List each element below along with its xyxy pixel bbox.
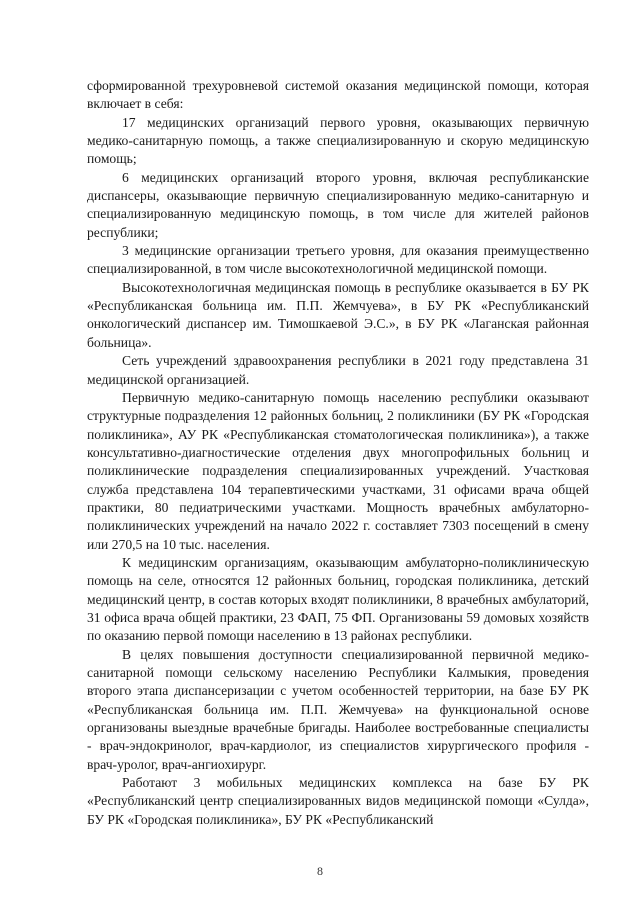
paragraph-mobile-teams: В целях повышения доступности специализированной первичной медико-санитарной помощи сельскому населению Республики Калмыкия, проведения второго этапа диспансеризации с учетом особенностей территории, на базе БУ РК «Республиканская больница им. П.П. Жемчуева» на функциональной основе организованы выездные врачебные бригады. Наиболее востребованные специалисты - врач-эндокринолог, врач-кардиолог, из специалистов хирургического профиля - врач-уролог, врач-ангиохирург.: [87, 646, 589, 772]
paragraph-third-level-organizations: 3 медицинские организации третьего уровня, для оказания преимущественно специализированной, в том числе высокотехнологичной медицинской помощи.: [87, 243, 589, 277]
paragraph-mobile-complexes: Работают 3 мобильных медицинских комплекса на базе БУ РК «Республиканский центр специализированных видов медицинской помощи «Сулда», БУ РК «Городская поликлиника», БУ РК «Республиканский: [87, 775, 589, 827]
paragraph-primary-care: Первичную медико-санитарную помощь населению республики оказывают структурные подразделения 12 районных больниц, 2 поликлиники (БУ РК «Городская поликлиника», АУ РК «Республиканская стоматологическая поликлиника»), а также консультативно-диагностические отделения двух многопрофильных больниц и поликлинические подразделения специализированных учреждений. Участковая служба представлена 104 терапевтическими участками, 31 офисами врача общей практики, 80 педиатрическими участками. Мощность врачебных амбулаторно-поликлинических учреждений на начало 2022 г. составляет 7303 посещений в смену или 270,5 на 10 тыс. населения.: [87, 389, 589, 552]
paragraph-high-tech-care: Высокотехнологичная медицинская помощь в республике оказывается в БУ РК «Республиканская больница им. П.П. Жемчуева», в БУ РК «Республиканский онкологический диспансер им. Тимошкаевой Э.С.», в БУ РК «Лаганская районная больница».: [87, 279, 589, 350]
paragraph-second-level-organizations: 6 медицинских организаций второго уровня, включая республиканские диспансеры, оказывающие первичную специализированную медико-санитарную и специализированную медицинскую помощь, в том числе для жителей районов республики;: [87, 169, 589, 240]
paragraph-rural-care: К медицинским организациям, оказывающим амбулаторно-поликлиническую помощь на селе, относятся 12 районных больниц, городская поликлиника, детский медицинский центр, в состав которых входят поликлиники, 8 врачебных амбулаторий, 31 офиса врача общей практики, 23 ФАП, 75 ФП. Организованы 59 домовых хозяйств по оказанию первой помощи населению в 13 районах республики.: [87, 554, 589, 644]
paragraph-first-level-organizations: 17 медицинских организаций первого уровня, оказывающих первичную медико-санитарную помощь, а также специализированную и скорую медицинскую помощь;: [87, 114, 589, 167]
paragraph-healthcare-network: Сеть учреждений здравоохранения республики в 2021 году представлена 31 медицинской организацией.: [87, 353, 589, 387]
document-body: [87, 77, 589, 829]
page-number: 8: [317, 864, 323, 878]
paragraph-continuation: сформированной трехуровневой системой оказания медицинской помощи, которая включает в себя:: [87, 78, 589, 112]
